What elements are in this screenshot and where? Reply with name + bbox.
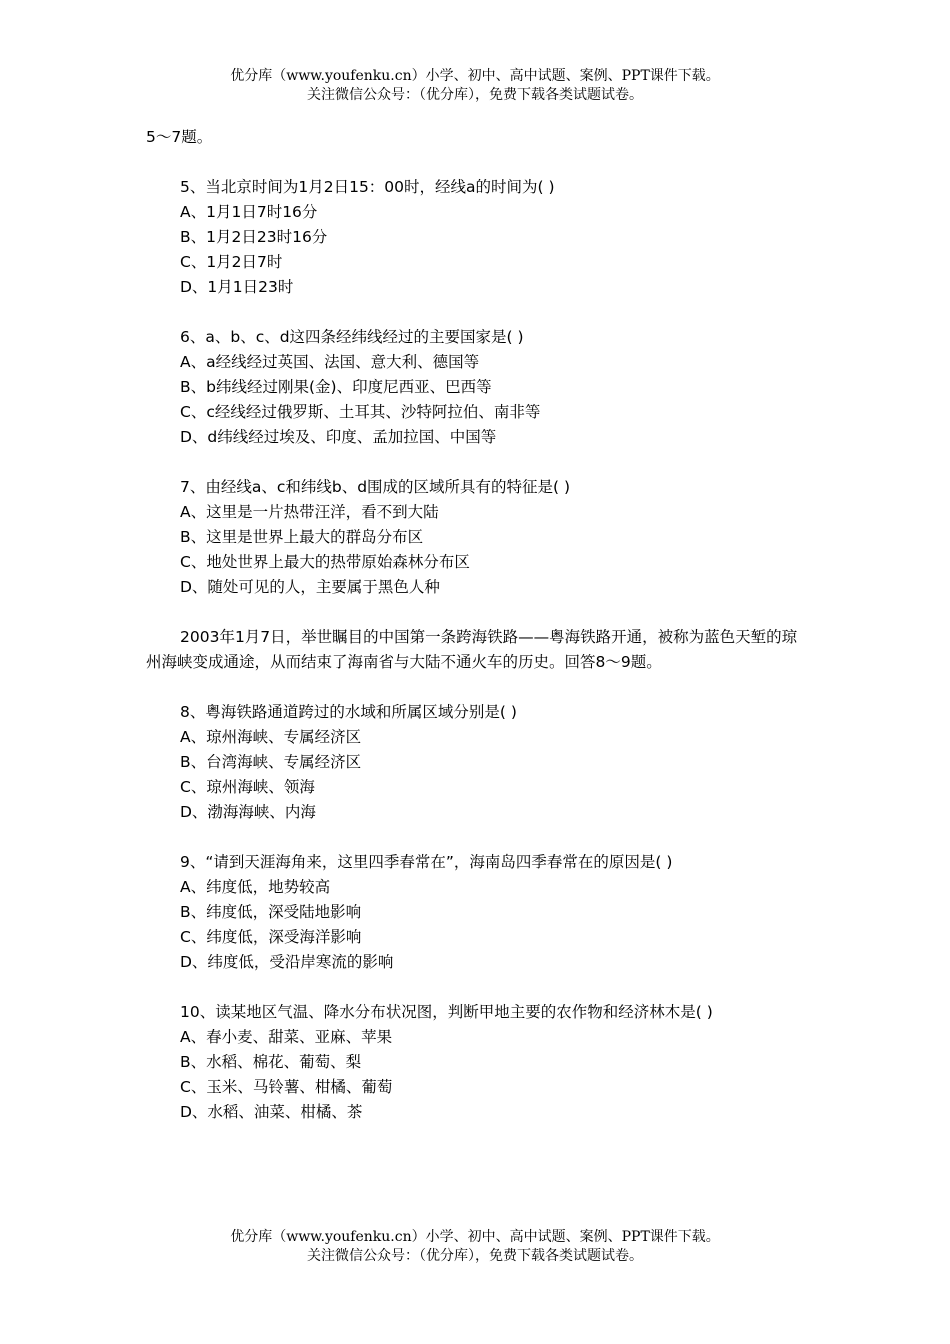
option-b: B、纬度低，深受陆地影响 xyxy=(180,903,362,921)
question-10 xyxy=(146,1000,806,1125)
option-a: A、春小麦、甜菜、亚麻、苹果 xyxy=(180,1028,393,1046)
page-header xyxy=(0,67,950,105)
option-b: B、水稻、棉花、葡萄、梨 xyxy=(180,1053,362,1071)
question-8 xyxy=(146,700,806,825)
question-stem: 7、由经线a、c和纬线b、d围成的区域所具有的特征是( ) xyxy=(180,478,571,496)
reading-passage: 2003年1月7日，举世瞩目的中国第一条跨海铁路——粤海铁路开通，被称为蓝色天堑的琼州海峡变成通途，从而结束了海南省与大陆不通火车的历史。回答8～9题。 xyxy=(146,628,798,671)
footer-line-1: 优分库（www.youfenku.cn）小学、初中、高中试题、案例、PPT课件下载。 xyxy=(230,1229,720,1245)
option-a: A、这里是一片热带汪洋，看不到大陆 xyxy=(180,503,439,521)
option-d: D、随处可见的人，主要属于黑色人种 xyxy=(180,578,440,596)
option-c: C、纬度低，深受海洋影响 xyxy=(180,928,362,946)
option-c: C、c经线经过俄罗斯、土耳其、沙特阿拉伯、南非等 xyxy=(180,403,541,421)
document-body xyxy=(146,125,806,1125)
header-line-2: 关注微信公众号：（优分库），免费下载各类试题试卷。 xyxy=(307,87,643,103)
option-d: D、纬度低，受沿岸寒流的影响 xyxy=(180,953,394,971)
intro-tail: 5～7题。 xyxy=(146,128,213,146)
option-d: D、渤海海峡、内海 xyxy=(180,803,316,821)
option-c: C、1月2日7时 xyxy=(180,253,283,271)
option-b: B、台湾海峡、专属经济区 xyxy=(180,753,362,771)
option-d: D、1月1日23时 xyxy=(180,278,294,296)
question-stem: 10、读某地区气温、降水分布状况图，判断甲地主要的农作物和经济林木是( ) xyxy=(180,1003,713,1021)
option-d: D、水稻、油菜、柑橘、茶 xyxy=(180,1103,363,1121)
option-c: C、琼州海峡、领海 xyxy=(180,778,315,796)
option-b: B、1月2日23时16分 xyxy=(180,228,328,246)
option-b: B、b纬线经过刚果(金)、印度尼西亚、巴西等 xyxy=(180,378,492,396)
option-d: D、d纬线经过埃及、印度、孟加拉国、中国等 xyxy=(180,428,497,446)
option-a: A、a经线经过英国、法国、意大利、德国等 xyxy=(180,353,480,371)
question-9 xyxy=(146,850,806,975)
question-stem: 5、当北京时间为1月2日15：00时，经线a的时间为( ) xyxy=(180,178,555,196)
page-footer xyxy=(0,1228,950,1266)
question-stem: 6、a、b、c、d这四条经纬线经过的主要国家是( ) xyxy=(180,328,524,346)
question-6 xyxy=(146,325,806,450)
question-stem: 9、“请到天涯海角来，这里四季春常在”，海南岛四季春常在的原因是( ) xyxy=(180,853,673,871)
question-stem: 8、粤海铁路通道跨过的水域和所属区域分别是( ) xyxy=(180,703,517,721)
question-5 xyxy=(146,175,806,300)
footer-line-2: 关注微信公众号：（优分库），免费下载各类试题试卷。 xyxy=(307,1248,643,1264)
option-c: C、玉米、马铃薯、柑橘、葡萄 xyxy=(180,1078,393,1096)
option-a: A、琼州海峡、专属经济区 xyxy=(180,728,362,746)
option-b: B、这里是世界上最大的群岛分布区 xyxy=(180,528,424,546)
header-line-1: 优分库（www.youfenku.cn）小学、初中、高中试题、案例、PPT课件下载。 xyxy=(230,68,720,84)
option-a: A、纬度低，地势较高 xyxy=(180,878,331,896)
option-c: C、地处世界上最大的热带原始森林分布区 xyxy=(180,553,470,571)
question-7 xyxy=(146,475,806,600)
option-a: A、1月1日7时16分 xyxy=(180,203,318,221)
